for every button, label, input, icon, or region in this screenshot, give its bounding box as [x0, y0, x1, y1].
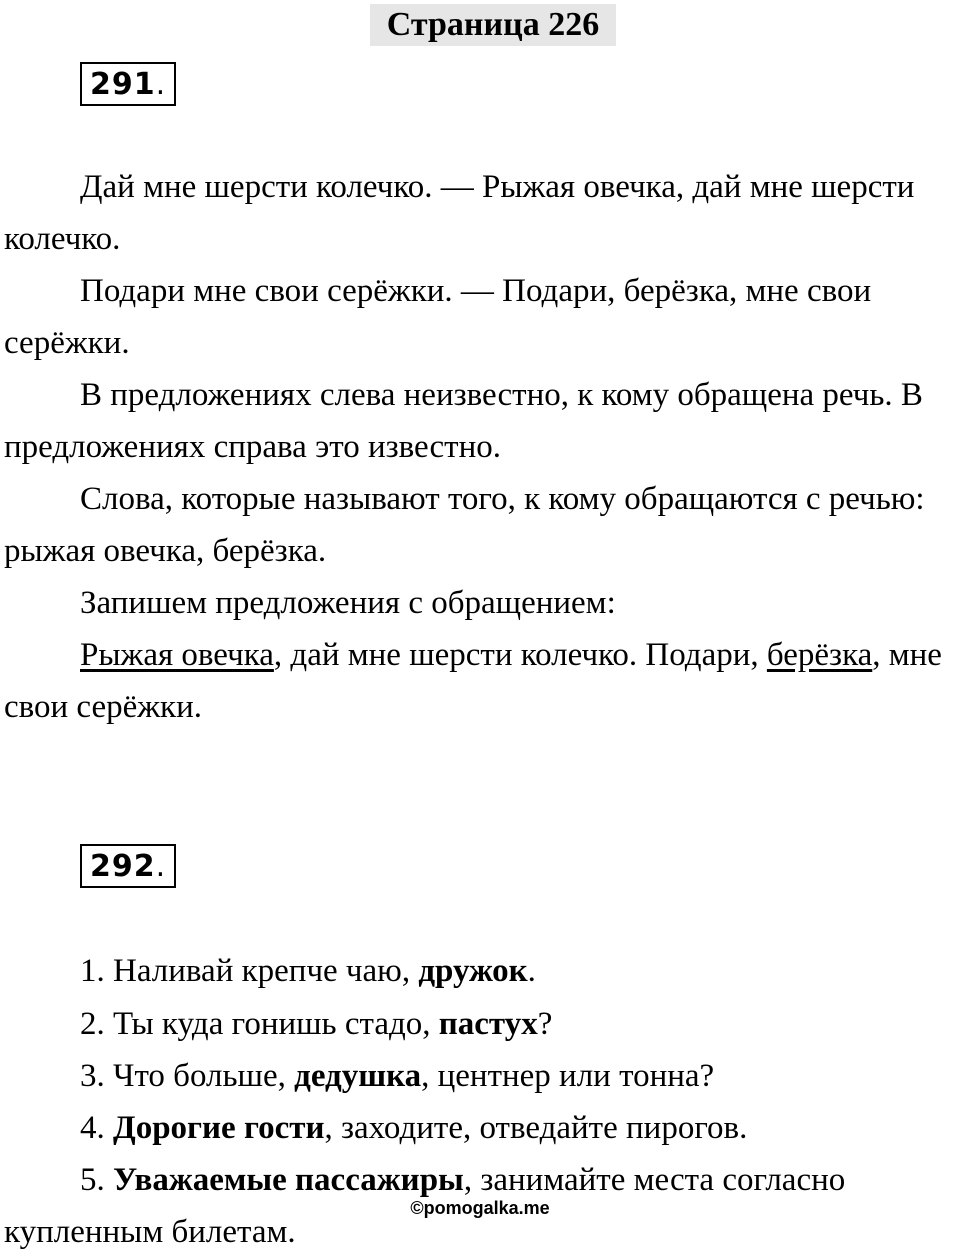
task292-item-3	[4, 1050, 954, 1102]
task291-paragraph-3: В предложениях слева неизвестно, к кому обращена речь. В предложениях справа это известно.	[4, 377, 923, 465]
task-number-291	[80, 62, 176, 106]
item-1-text: 1. Наливай крепче чаю,	[80, 953, 419, 989]
item-2-address: пастух	[438, 1006, 538, 1042]
answer-text-2: , мне свои серёжки.	[4, 637, 942, 725]
item-4-address: Дорогие гости	[113, 1110, 325, 1146]
item-5-address: Уважаемые пассажиры	[113, 1162, 464, 1198]
task-number-292-value: 292	[90, 849, 156, 884]
page-title: Страница 226	[370, 4, 616, 46]
task-number-291-value: 291	[90, 67, 156, 102]
task-number-292-dot: .	[155, 849, 167, 884]
address-ryzhaya-ovechka: Рыжая овечка	[80, 637, 274, 673]
item-3-text: 3. Что больше,	[80, 1058, 295, 1094]
answer-text-1: , дай мне шерсти колечко. Подари,	[273, 637, 767, 673]
task291-answer	[4, 629, 954, 733]
address-beryozka: берёзка	[766, 637, 873, 673]
task291-paragraph-4: Слова, которые называют того, к кому обращаются с речью: рыжая овечка, берёзка.	[4, 481, 925, 569]
watermark: ©pomogalka.me	[410, 1198, 550, 1218]
item-4-end: , заходите, отведайте пирогов.	[324, 1110, 748, 1146]
item-2-end: ?	[537, 1006, 553, 1042]
task292-item-4	[4, 1102, 954, 1154]
item-5-end: , занимайте места согласно купленным билетам.	[4, 1162, 846, 1250]
item-4-text: 4.	[80, 1110, 113, 1146]
item-1-address: дружок	[418, 953, 528, 989]
task-number-291-dot: .	[155, 67, 167, 102]
item-3-end: , центнер или тонна?	[421, 1058, 715, 1094]
task291-paragraph-5: Запишем предложения с обращением:	[80, 585, 616, 621]
item-5-text: 5.	[80, 1162, 113, 1198]
task292-item-2	[4, 998, 954, 1050]
item-1-end: .	[527, 953, 536, 989]
item-3-address: дедушка	[294, 1058, 422, 1094]
task-number-292	[80, 844, 176, 888]
task291-paragraph-2: Подари мне свои серёжки. — Подари, берёзка, мне свои серёжки.	[4, 273, 872, 361]
item-2-text: 2. Ты куда гонишь стадо,	[80, 1006, 439, 1042]
task291-paragraph-1: Дай мне шерсти колечко. — Рыжая овечка, дай мне шерсти колечко.	[4, 169, 915, 257]
task292-item-1	[4, 945, 954, 997]
